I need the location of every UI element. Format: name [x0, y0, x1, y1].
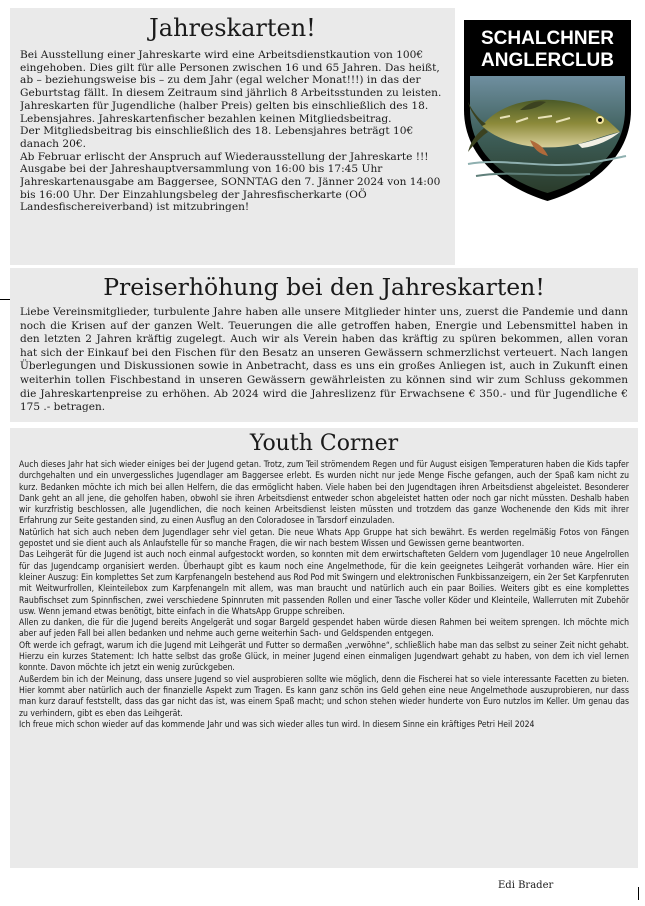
section-title-youth-corner: Youth Corner — [249, 431, 399, 456]
paragraph: Der Mitgliedsbeitrag bis einschließlich des 18. Lebensjahres beträgt 10€ danach 20€. — [20, 125, 414, 150]
paragraph: Ab Februar erlischt der Anspruch auf Wiederausstellung der Jahreskarte !!! — [20, 150, 429, 163]
section-title-jahreskarten: Jahreskarten! — [149, 14, 316, 42]
section-title-preiserhoehung: Preiserhöhung bei den Jahreskarten! — [103, 273, 545, 301]
paragraph: Auch dieses Jahr hat sich wieder einiges bei der Jugend getan. Trotz, zum Teil strömendem Regen und für August eisigen Temperaturen haben die Kids tapfer durchgehalten und ein unvergessliches Jugendlager am Baggersee erlebt. Es wurden nicht nur jede Menge Fische gefangen, auch der Spaß kam nicht zu kurz. Bedanken möchte ich mich bei allen Helfern, die das ermöglicht haben. Viele haben bei den Jugendtagen ihren Arbeitsdienst abgeleistet. Besonderer Dank geht an all jene, die geholfen haben, obwohl sie ihren Arbeitsdienst entweder schon abgeleistet hatten oder noch gar nicht müssten. Deshalb haben wir kurzfristig beschlossen, alle Jugendlichen, die noch keinen Arbeitsdienst leisten müssten und trotzdem das ganze Wochenende den Kids mit ihrer Erfahrung zur Seite gestanden sind, zu einen Ausflug an den Coloradosee in Tarsdorf einzuladen. — [19, 460, 629, 527]
logo-line2: ANGLERCLUB — [481, 50, 614, 71]
paragraph: Allen zu danken, die für die Jugend bereits Angelgerät und sogar Bargeld gespendet haben würde diesen Rahmen bei weitem sprengen. Ich möchte mich aber auf jeden Fall bei allen bedanken und nehme auch gerne weiterhin Sach- und Geldspenden entgegen. — [19, 618, 629, 640]
club-logo — [460, 18, 635, 203]
section-preiserhoehung — [10, 268, 638, 422]
section-body-youth-corner — [19, 460, 629, 860]
paragraph: Das Leihgerät für die Jugend ist auch noch einmal aufgestockt worden, so konnten mit dem erwirtschafteten Geldern vom Jugendlager 10 neue Angelrollen für das Jugendcamp organisiert werden. Überhaupt gibt es kaum noch eine Angelmethode, für die kein geeignetes Leihgerät vorhanden wäre. Hier ein kleiner Auszug: Ein komplettes Set zum Karpfenangeln bestehend aus Rod Pod mit Swingern und elektronischen Funkbissanzeigern, ein 2er Set Karpfenruten mit Weitwurfrollen, Kleinteilebox zum Karpfenangeln mit allem, was man braucht und natürlich auch ein paar Boilies. Weiters gibt es eine komplettes Raubfischset zum Spinnfischen, zwei verschiedene Spinnruten mit passenden Rollen und einer Tasche voller Köder und Kleinteile, Wallerruten mit Zubehör usw. Wenn jemand etwas benötigt, bitte einfach in die WhatsApp Gruppe schreiben. — [19, 550, 629, 617]
paragraph: Jahreskartenausgabe am Baggersee, SONNTAG den 7. Jänner 2024 von 14:00 bis 16:00 Uhr. Der Einzahlungsbeleg der Jahresfischerkarte (OÖ Landesfischereiverband) ist mitzubringen! — [20, 176, 441, 214]
section-body-preiserhoehung: Liebe Vereinsmitglieder, turbulente Jahre haben alle unsere Mitglieder hinter uns, zuerst die Pandemie und dann noch die Krisen auf der ganzen Welt. Teuerungen die alle getroffen haben, Energie und Lebensmittel haben in den letzten 2 Jahren kräftig zugelegt. Auch wir als Verein haben das kräftig zu spüren bekommen, allen voran hat sich der Einkauf bei den Fischen für den Besatz an unseren Gewässern schmerzlichst verteuert. Nach langen Überlegungen und Diskussionen sowie in Anbetracht, dass es uns ein großes Anliegen ist, auch in Zukunft einen weiterhin tollen Fischbestand in unseren Gewässern gewährleisten zu können sind wir zum Schluss gekommen die Jahreskartenpreise zu erhöhen. Ab 2024 wird die Jahreslizenz für Erwachsene € 350.- und für Jugendliche € 175 .- betragen. — [20, 306, 628, 414]
crop-mark-left — [0, 299, 10, 300]
paragraph: Ausgabe bei der Jahreshauptversammlung von 16:00 bis 17:45 Uhr — [20, 163, 383, 176]
section-youth-corner — [10, 428, 638, 868]
section-body-jahreskarten — [20, 49, 445, 255]
paragraph: Ich freue mich schon wieder auf das kommende Jahr und was sich wieder alles tun wird. In diesem Sinne ein kräftiges Petri Heil 2024 — [19, 719, 535, 730]
paragraph: Natürlich hat sich auch neben dem Jugendlager sehr viel getan. Die neue Whats App Gruppe hat sich bewährt. Es werden regelmäßig Fotos von Fängen gepostet und sie dient auch als Anlaufstelle für so manche Fragen, die wir nach bestem Wissen und Gewissen gerne beantworten. — [19, 527, 629, 550]
logo-line1: SCHALCHNER — [481, 28, 614, 49]
author-signature: Edi Brader — [498, 880, 554, 891]
paragraph: Bei Ausstellung einer Jahreskarte wird eine Arbeitsdienstkaution von 100€ eingehoben. Dies gilt für alle Personen zwischen 16 und 65 Jahren. Das heißt, ab – beziehungsweise bis – zu dem Jahr (egal welcher Monat!!!) in das der Geburtstag fällt. In diesem Zeitraum sind jährlich 8 Arbeitsstunden zu leisten. Jahreskarten für Jugendliche (halber Preis) gelten bis einschließlich des 18. Lebensjahres. Jahreskartenfischer bezahlen keinen Mitgliedsbeitrag. — [20, 49, 442, 125]
paragraph: Oft werde ich gefragt, warum ich die Jugend mit Leihgerät und Futter so dermaßen „verwöhne“, schließlich habe man das selbst zu seiner Zeit nicht gehabt. Hierzu ein kurzes Statement: Ich hatte selbst das große Glück, in meiner Jugend einen einmaligen Jugendwart gehabt zu haben, von dem ich viel lernen konnte. Davon möchte ich jetzt ein wenig zurückgeben. — [19, 640, 629, 674]
crop-mark-right — [638, 887, 639, 900]
paragraph: Außerdem bin ich der Meinung, dass unsere Jugend so viel ausprobieren sollte wie möglich, denn die Fischerei hat so viele interessante Facetten zu bieten. Hier kommt aber natürlich auch der finanzielle Aspekt zum Tragen. Es kann ganz schön ins Geld gehen eine neue Angelmethode auszuprobieren, nur dass man kurz darauf feststellt, dass das gar nicht das ist, was einem Spaß macht; und schon stehen wieder hunderte von Euro nutzlos im Keller. Um genau das zu verhindern, gibt es eben das Leihgerät. — [19, 674, 629, 719]
section-jahreskarten — [10, 8, 455, 265]
